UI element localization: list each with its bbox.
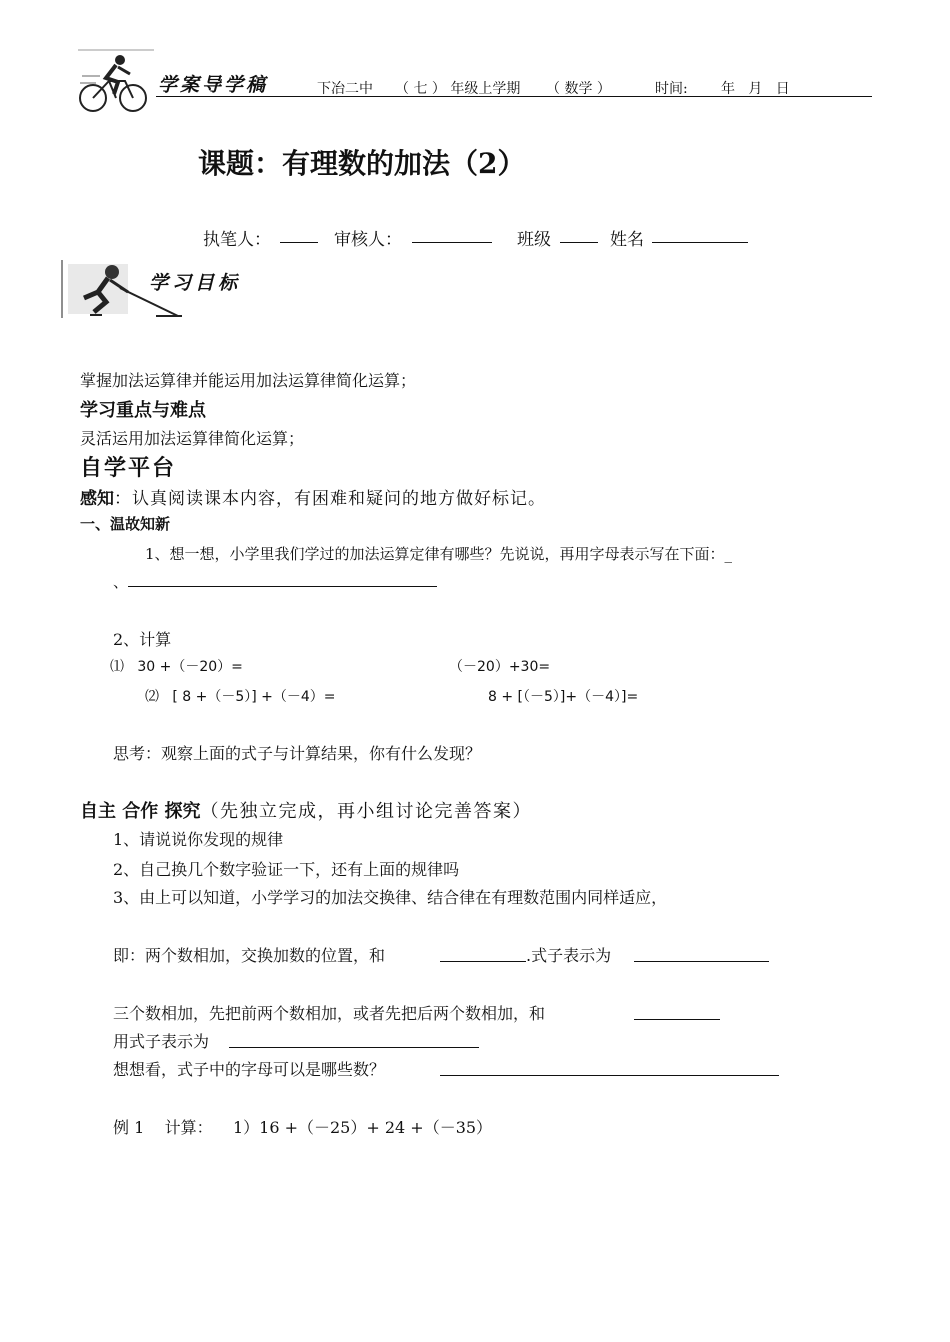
header-school: 下冶二中 — [317, 81, 373, 97]
self-study-heading: 自学平台 — [80, 455, 177, 481]
name-label: 姓名 — [610, 230, 644, 250]
calc-1-right: （－20）+30= — [449, 659, 551, 675]
class-blank[interactable] — [560, 242, 598, 243]
question-1: 1、想一想，小学里我们学过的加法运算定律有哪些？先说说，再用字母表示写在下面：_ — [145, 545, 733, 563]
calc-2-right: 8 + [（－5）]+（－4）]= — [488, 689, 639, 705]
think-prompt: 思考：观察上面的式子与计算结果，你有什么发现？ — [113, 744, 482, 763]
header-rule — [156, 96, 872, 97]
header-date-units: 年 月 日 — [721, 81, 790, 97]
example-1: 例 1 计算： 1）16 +（－25）+ 24 +（－35） — [113, 1118, 493, 1137]
author-label: 执笔人： — [203, 230, 271, 250]
commutative-blank-2[interactable] — [634, 961, 769, 962]
letters-question: 想想看，式子中的字母可以是哪些数？ — [113, 1060, 386, 1079]
calc-1-left: ⑴ 30 +（－20）= — [110, 659, 243, 675]
author-blank[interactable] — [280, 242, 318, 243]
review-heading: 一、温故知新 — [80, 515, 171, 533]
explore-heading-note: （先独立完成，再小组讨论完善答案） — [200, 801, 533, 822]
explore-item-2: 2、自己换几个数字验证一下，还有上面的规律吗 — [113, 860, 460, 879]
associative-blank-2[interactable] — [229, 1047, 479, 1048]
associative-text-a: 三个数相加，先把前两个数相加，或者先把后两个数相加，和 — [113, 1004, 546, 1023]
perception-label: 感知 — [80, 489, 114, 509]
perception-line — [80, 484, 546, 509]
page-title: 课题：有理数的加法（2） — [198, 147, 526, 180]
associative-text-b: 用式子表示为 — [113, 1032, 210, 1051]
explore-heading-line — [80, 797, 532, 823]
name-blank[interactable] — [652, 242, 748, 243]
associative-blank-1[interactable] — [634, 1019, 720, 1020]
header-logo-text: 学案导学稿 — [158, 74, 269, 96]
explore-item-3: 3、由上可以知道，小学学习的加法交换律、结合律在有理数范围内同样适应， — [113, 888, 668, 907]
reviewer-blank[interactable] — [412, 242, 492, 243]
header-grade: （ 七 ） 年级上学期 — [395, 81, 521, 97]
key-points-text: 灵活运用加法运算律简化运算； — [80, 429, 305, 448]
section-banner-title: 学习目标 — [149, 272, 242, 294]
perception-text: ：认真阅读课本内容，有困难和疑问的地方做好标记。 — [114, 489, 546, 509]
header-time-label: 时间: — [655, 81, 688, 97]
explore-heading: 自主 合作 探究 — [80, 801, 201, 822]
question-1-continuation: 、 — [113, 573, 129, 591]
explore-item-1: 1、请说说你发现的规律 — [113, 830, 284, 849]
commutative-text-a: 即：两个数相加，交换加数的位置，和 — [113, 946, 386, 965]
cyclist-icon — [76, 48, 156, 114]
question-1-answer-blank[interactable] — [128, 586, 437, 587]
reviewer-label: 审核人： — [334, 230, 402, 250]
header-logo-image — [76, 48, 156, 114]
goal-text: 掌握加法运算律并能运用加法运算律简化运算； — [80, 371, 417, 390]
class-label: 班级 — [517, 230, 551, 250]
commutative-text-b: .式子表示为 — [526, 946, 612, 965]
commutative-blank-1[interactable] — [440, 961, 526, 962]
letters-answer-blank[interactable] — [440, 1075, 779, 1076]
header-subject: （ 数学 ） — [546, 81, 611, 97]
key-points-heading: 学习重点与难点 — [80, 400, 206, 421]
calc-2-left: ⑵ [ 8 +（－5）] +（－4）= — [145, 689, 336, 705]
question-2: 2、计算 — [113, 630, 172, 649]
